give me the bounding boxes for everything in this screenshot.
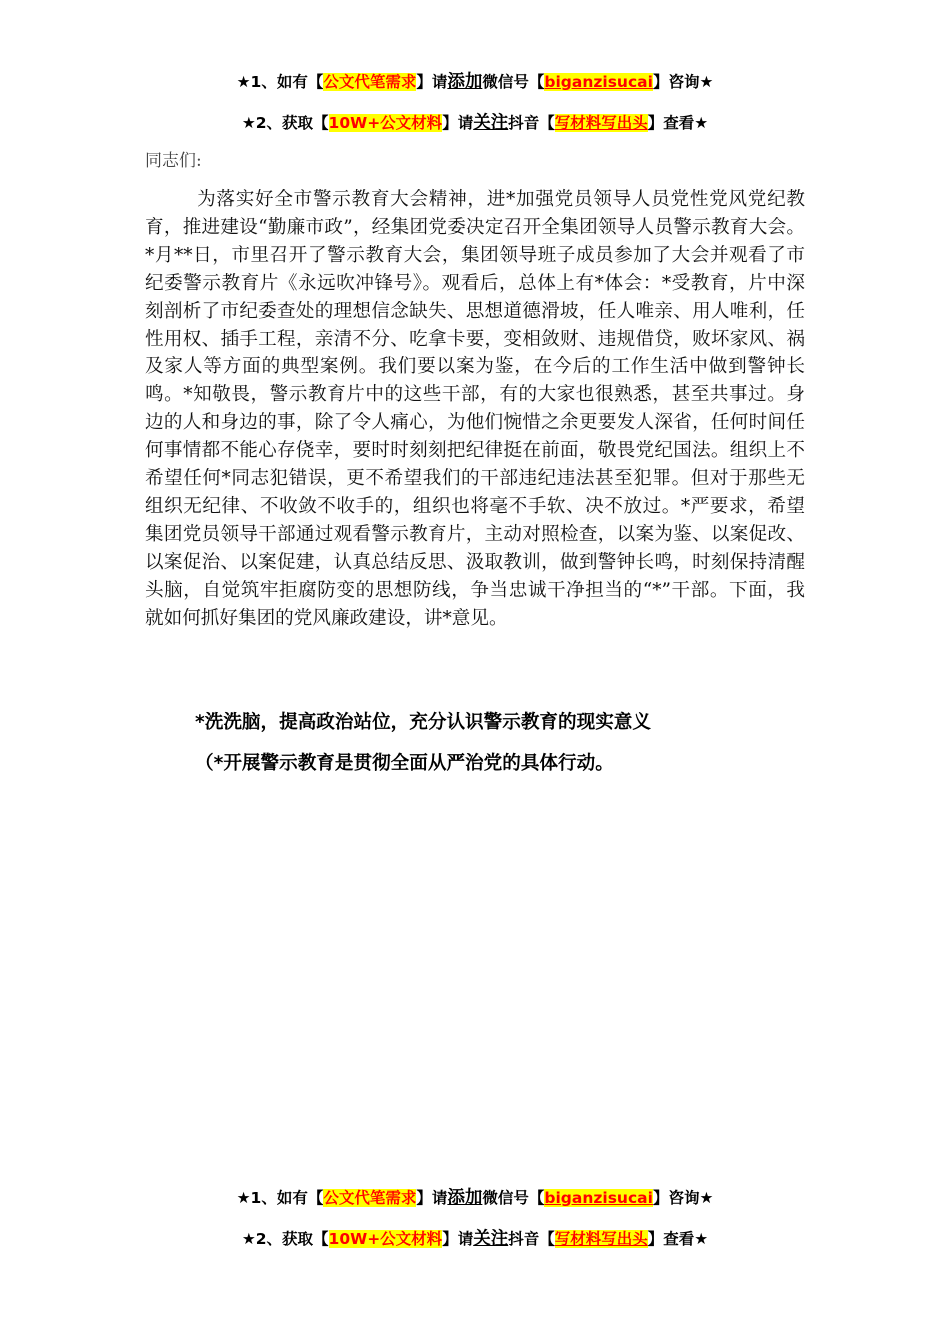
promo-suffix: 】咨询★ <box>652 73 714 91</box>
promo-wechat-id[interactable]: biganzisucai <box>544 73 653 91</box>
promo-text: 】请 <box>442 1230 474 1248</box>
promo-wechat-id[interactable]: biganzisucai <box>544 1189 653 1207</box>
promo-emphasis: 添加 <box>447 1188 483 1208</box>
promo-text: 微信号【 <box>482 73 545 91</box>
promo-suffix: 】咨询★ <box>652 1189 714 1207</box>
promo-emphasis: 关注 <box>473 1229 509 1249</box>
promo-text: 】请 <box>416 1189 448 1207</box>
promo-prefix: ★2、获取【 <box>241 1230 329 1248</box>
body-paragraph: 为落实好全市警示教育大会精神，进*加强党员领导人员党性党风党纪教育，推进建设“勤廉市政”，经集团党委决定召开全集团领导人员警示教育大会。*月**日，市里召开了警示教育大会，集团领导班子成员参加了大会并观看了市纪委警示教育片《永远吹冲锋号》。观看后，总体上有*体会：*受教育，片中深刻剖析了市纪委查处的理想信念缺失、思想道德滑坡，任人唯亲、用人唯利，任性用权、插手工程，亲清不分、吃拿卡要，变相敛财、违规借贷，败坏家风、祸及家人等方面的典型案例。我们要以案为鉴，在今后的工作生活中做到警钟长鸣。*知敬畏，警示教育片中的这些干部，有的大家也很熟悉，甚至共事过。身边的人和身边的事，除了令人痛心，为他们惋惜之余更要发人深省，任何时间任何事情都不能心存侥幸，要时时刻刻把纪律挺在前面，敬畏党纪国法。组织上不希望任何*同志犯错误，更不希望我们的干部违纪违法甚至犯罪。但对于那些无组织无纪律、不收敛不收手的，组织也将毫不手软、决不放过。*严要求，希望集团党员领导干部通过观看警示教育片，主动对照检查，以案为鉴、以案促改、以案促治、以案促建，认真总结反思、汲取教训，做到警钟长鸣，时刻保持清醒头脑，自觉筑牢拒腐防变的思想防线，争当忠诚干净担当的“*”干部。下面，我就如何抓好集团的党风廉政建设，讲*意见。 <box>145 189 805 629</box>
promo-text: 抖音【 <box>508 1230 555 1248</box>
promo-suffix: 】查看★ <box>647 114 709 132</box>
promo-highlight-materials: 10W+公文材料 <box>328 1230 443 1248</box>
promo-line-wechat-footer <box>0 1187 950 1209</box>
salutation: 同志们: <box>145 151 202 171</box>
promo-highlight-service: 公文代笔需求 <box>323 73 417 91</box>
promo-line-douyin <box>0 112 950 134</box>
promo-douyin-id[interactable]: 写材料写出头 <box>554 114 648 132</box>
promo-text: 】请 <box>442 114 474 132</box>
promo-emphasis: 关注 <box>473 113 509 133</box>
subsection-heading: （*开展警示教育是贯彻全面从严治党的具体行动。 <box>195 753 614 774</box>
promo-text: 抖音【 <box>508 114 555 132</box>
promo-prefix: ★2、获取【 <box>241 114 329 132</box>
promo-emphasis: 添加 <box>447 72 483 92</box>
promo-text: 】请 <box>416 73 448 91</box>
section-heading: *洗洗脑，提高政治站位，充分认识警示教育的现实意义 <box>195 712 651 733</box>
promo-line-wechat <box>0 71 950 93</box>
promo-douyin-id[interactable]: 写材料写出头 <box>554 1230 648 1248</box>
promo-prefix: ★1、如有【 <box>236 1189 324 1207</box>
promo-highlight-service: 公文代笔需求 <box>323 1189 417 1207</box>
promo-line-douyin-footer <box>0 1228 950 1250</box>
promo-prefix: ★1、如有【 <box>236 73 324 91</box>
promo-text: 微信号【 <box>482 1189 545 1207</box>
promo-highlight-materials: 10W+公文材料 <box>328 114 443 132</box>
promo-suffix: 】查看★ <box>647 1230 709 1248</box>
